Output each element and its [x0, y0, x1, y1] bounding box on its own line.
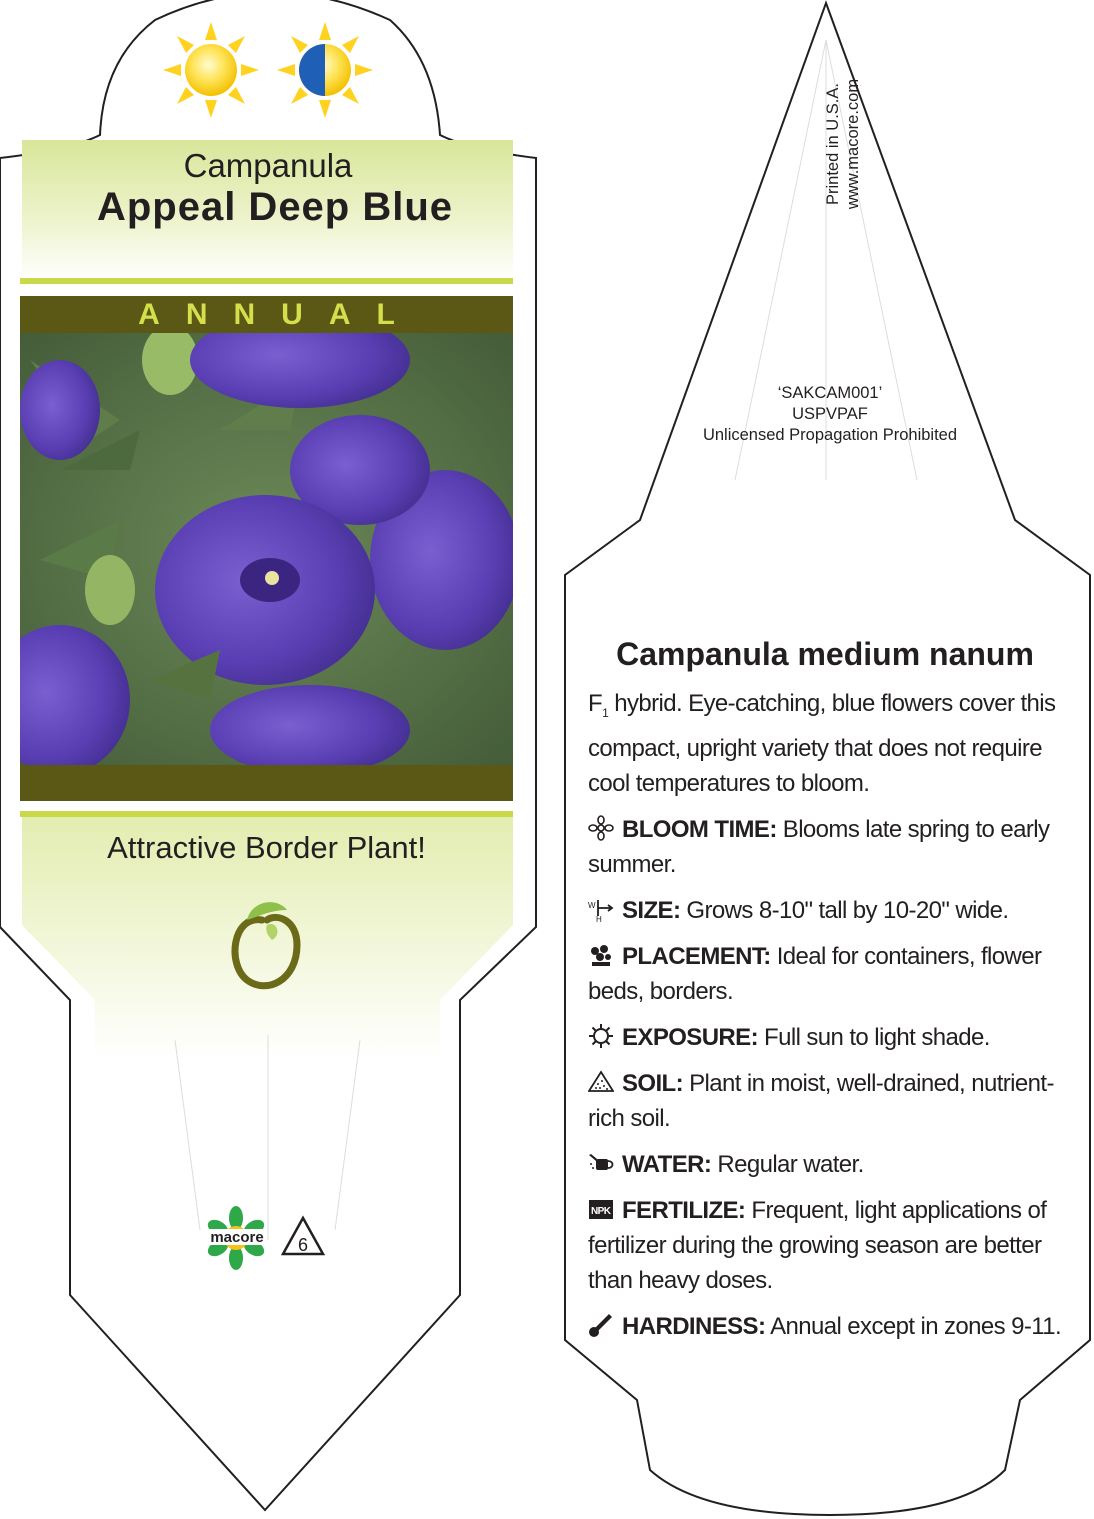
npk-icon: [588, 1196, 614, 1222]
intro: [588, 686, 1078, 801]
placement-text: Ideal for containers, flower beds, borders.: [588, 942, 1042, 1005]
section-size: [588, 893, 1078, 928]
printed-block: [805, 62, 865, 232]
size-icon: [588, 896, 614, 922]
recycle-number: 6: [297, 1235, 308, 1255]
section-hardiness: [588, 1309, 1078, 1344]
propagation-notice: Unlicensed Propagation Prohibited: [702, 426, 958, 444]
scientific-name: Campanula medium nanum: [616, 636, 1034, 672]
svg-text:H: H: [596, 914, 602, 922]
section-placement: [588, 939, 1078, 1009]
soil-text: Plant in moist, well-drained, nutrient-rich soil.: [588, 1069, 1054, 1132]
watering-can-icon: [588, 1150, 614, 1176]
placement-icon: [588, 942, 614, 968]
water-label: WATER:: [622, 1150, 712, 1178]
legal-notice: [580, 383, 1080, 446]
thermometer-icon: [588, 1312, 614, 1338]
patent-status: USPVPAF: [792, 405, 868, 423]
plant-genus: Campanula: [183, 147, 353, 184]
plant-description: [588, 686, 1078, 1355]
placement-label: PLACEMENT:: [622, 942, 771, 970]
hardiness-text: Annual except in zones 9-11.: [765, 1312, 1062, 1340]
size-text: Grows 8-10" tall by 10-20" wide.: [680, 896, 1009, 924]
section-bloom: [588, 812, 1078, 882]
intro-text: hybrid. Eye-catching, blue flowers cover this compact, upright variety that does not require cool temperatures to bloom.: [588, 690, 1056, 797]
plant-variety: Appeal Deep Blue: [96, 185, 454, 229]
section-water: [588, 1147, 1078, 1182]
bloom-text: Blooms late spring to early summer.: [588, 815, 1050, 878]
bloom-label: BLOOM TIME:: [622, 815, 777, 843]
flower-icon: [588, 815, 614, 841]
fertilize-text: Frequent, light applications of fertilizer during the growing season are better than heavy doses.: [588, 1196, 1047, 1294]
section-exposure: [588, 1020, 1078, 1055]
sun-icon: [588, 1023, 614, 1049]
flower-photo: [0, 312, 520, 775]
svg-text:NPK: NPK: [591, 1205, 611, 1217]
part-sun-icon: [277, 22, 373, 118]
intro-subscript: 1: [602, 705, 609, 720]
water-text: Regular water.: [711, 1150, 864, 1178]
category-band: ANNUAL: [138, 298, 421, 331]
full-sun-icon: [163, 22, 259, 118]
website: www.macore.com: [844, 78, 862, 210]
size-label: SIZE:: [622, 896, 681, 924]
macore-logo-text: macore: [210, 1229, 264, 1246]
exposure-label: EXPOSURE:: [622, 1023, 758, 1051]
printed-in: Printed in U.S.A.: [824, 83, 842, 205]
soil-label: SOIL:: [622, 1069, 683, 1097]
hardiness-label: HARDINESS:: [622, 1312, 766, 1340]
intro-f: F: [588, 690, 603, 717]
section-fertilize: [588, 1193, 1078, 1298]
soil-icon: [588, 1069, 614, 1095]
svg-text:W: W: [588, 900, 595, 910]
exposure-text: Full sun to light shade.: [757, 1023, 990, 1051]
fertilize-label: FERTILIZE:: [622, 1196, 746, 1224]
tagline: Attractive Border Plant!: [107, 830, 426, 865]
section-soil: [588, 1066, 1078, 1136]
variety-code: ‘SAKCAM001’: [777, 384, 883, 402]
